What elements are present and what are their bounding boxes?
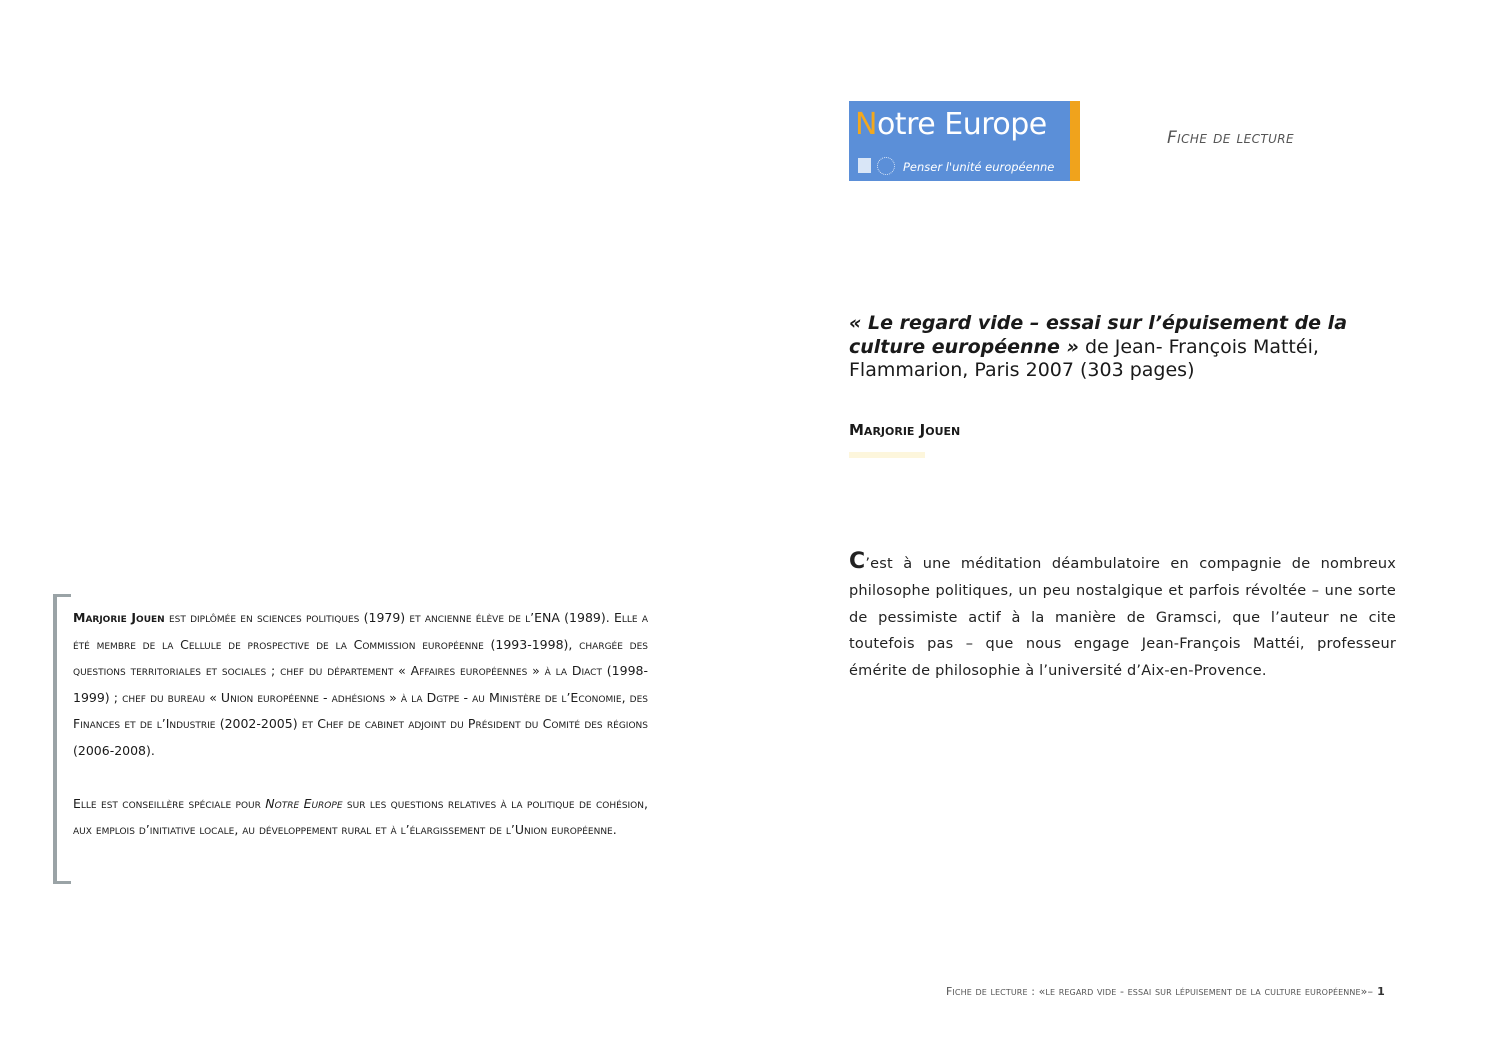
book-title-italic: « Le regard vide – essai sur l’épuisement de la culture européenne » — [849, 312, 1348, 358]
footer-text: Fiche de lecture : «le regard vide - essai sur lépuisement de la culture européenne»– — [946, 985, 1374, 998]
drop-cap: C — [849, 549, 866, 574]
bio-org-name: Notre Europe — [265, 795, 343, 811]
logo-tagline: Penser l'unité européenne — [903, 160, 1055, 174]
author-underline — [849, 452, 925, 458]
logo-initial: N — [855, 107, 877, 142]
bio-text-1: est diplômée en sciences politiques (1979) et ancienne élève de l’ENA (1989). Elle a été membre de la Cellule de prospective de la Commission européenne (1993-1998), chargée des questions territoriales et sociales ; chef du département « Affaires européennes » à la Diact (1998-1999) ; chef du bureau « Union européenne - adhésions » à la Dgtpe - au Ministère de l’Economie, des Finances et de l’Industrie (2002-2005) et Chef de cabinet adjoint du Président du Comité des régions (2006-2008). — [73, 610, 648, 758]
intro-paragraph — [849, 549, 1396, 685]
book-details: de Jean- François Mattéi, Flammarion, Paris 2007 (303 pages) — [849, 335, 1319, 381]
logo-wordmark — [855, 107, 1047, 143]
logo-name-rest: otre Europe — [876, 107, 1047, 142]
eu-stars-icon — [877, 157, 895, 175]
author-name: Marjorie Jouen — [849, 421, 961, 439]
book-title — [849, 312, 1409, 383]
document-icon — [858, 158, 871, 173]
page-footer — [946, 985, 1385, 998]
logo-accent-stripe — [1070, 101, 1080, 181]
document-type-label: Fiche de lecture — [1167, 128, 1295, 148]
bio-paragraph-2 — [73, 791, 648, 844]
author-bio — [73, 605, 648, 844]
bio-text-2b: sur les questions relatives à la politique de cohésion, aux emplois d’initiative locale, au développement rural et à l’élargissement de l’Union européenne. — [73, 795, 648, 837]
bio-author-name: Marjorie Jouen — [73, 610, 165, 625]
bio-text-2a: Elle est conseillère spéciale pour — [73, 795, 266, 811]
notre-europe-logo — [849, 101, 1080, 181]
intro-text: ’est à une méditation déambulatoire en compagnie de nombreux philosophe politiques, un peu nostalgique et parfois révoltée – une sorte de pessimiste actif à la manière de Gramsci, que l’auteur ne cite toutefois pas – que nous engage Jean-François Mattéi, professeur émérite de philosophie à l’université d’Aix-en-Provence. — [849, 556, 1396, 680]
bio-paragraph-1 — [73, 605, 648, 764]
page-number: 1 — [1377, 985, 1385, 998]
bio-bracket — [53, 594, 71, 884]
